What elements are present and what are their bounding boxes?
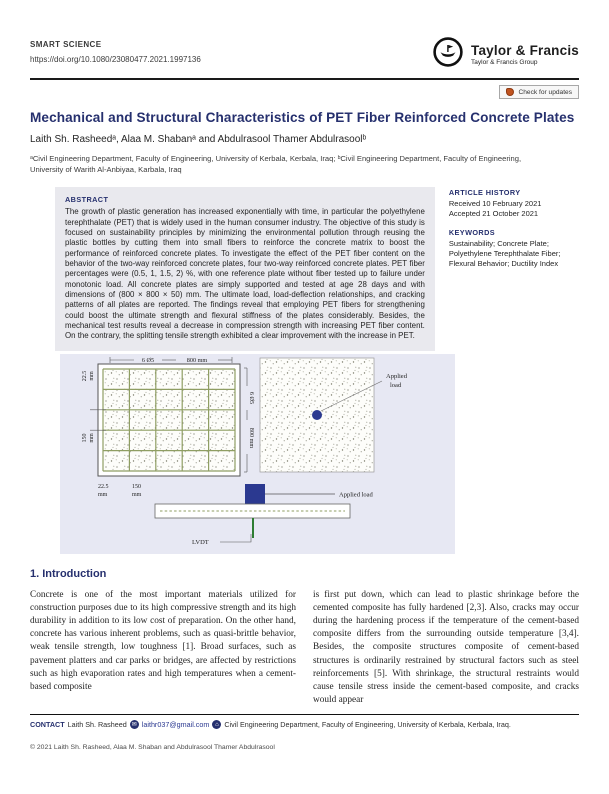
article-meta-sidebar bbox=[449, 187, 579, 350]
check-for-updates-label: Check for updates bbox=[518, 88, 572, 96]
email-icon: ✉ bbox=[131, 721, 137, 728]
header-rule bbox=[30, 78, 579, 80]
dim-bottom-offset: 22.5 bbox=[98, 483, 109, 490]
author-list: Laith Sh. Rasheedᵃ, Alaa M. Shabanᵃ and Abdulrasool Thamer Abdulrasoolᵇ bbox=[30, 134, 367, 145]
contact-address: Civil Engineering Department, Faculty of Engineering, University of Kerbala, Kerbala, Iraq. bbox=[224, 720, 511, 730]
applied-load-label-line2: load bbox=[390, 381, 402, 389]
article-history-heading: ARTICLE HISTORY bbox=[448, 188, 521, 198]
body-columns bbox=[30, 589, 579, 708]
keywords-list: Sustainability; Concrete Plate; Polyethylene Terephthalate Fiber; Flexural Behavior; Ductility Index bbox=[448, 239, 561, 268]
received-date: Received 10 February 2021 bbox=[448, 199, 542, 209]
dim-top-width: 800 mm bbox=[186, 356, 208, 364]
abstract-text: The growth of plastic generation has increased exponentially with time, in particular the polyethylene terephthalate (PET) that is widely used in the human consumer industry. The objective of this study is focused on sustainability principles by minimizing the environmental pollution through reusing the plastic bottles by cutting them into small fibers to reinforce the concrete matrix to boost the performance of reinforced concrete plates. To investigate the effect of the PET fiber content on the behavior of the two-way reinforced concrete plates, four two-way reinforced concrete plates. PET fiber percentages were (0.5, 1, 1.5, 2) %, with one reference plate without fiber tested up to failure under monotonic load. All concrete plates are simply supported and tested at age 28 days and with dimensions of (800 × 800 × 50) mm. The ultimate load, load-deflection relationships, and cracking patterns of all plates are reported. The findings reveal that employing PET fibers for strengthening could boost the ultimate strength and flexural stiffness of the plates considerably. Besides, the mechanical test results reveal a decrease in compression strength with increasing PET fiber content. On the contrary, the splitting tensile strength exhibited a clear improvement with the increase in PET. bbox=[65, 207, 425, 341]
taylor-francis-globe-icon bbox=[432, 36, 464, 73]
copyright-notice: © 2021 Laith Sh. Rasheed, Alaa M. Shaban and Abdulrasool Thamer Abdulrasool bbox=[30, 744, 275, 752]
abstract-box bbox=[55, 187, 435, 350]
intro-column-left: Concrete is one of the most important materials utilized for construction purposes due to its high compressive strength and its high durability in addition to its low cost of preparation. On the other hand, concrete has various inherent problems, such as quasi-brittle behavior, weak tensile strength, low toughness [1]. Broad surfaces, such as pavement platters and car parks or bridges, are affected by restrictions such as high evaporation rates and high temperatures when a cement-based composite bbox=[30, 589, 296, 693]
masthead bbox=[30, 40, 579, 73]
plan-view-plate bbox=[82, 357, 255, 498]
load-block bbox=[245, 484, 265, 504]
dim-left-offset-unit: mm bbox=[89, 371, 95, 381]
lvdt-label: LVDT bbox=[192, 538, 209, 546]
dim-bottom-offset-unit: mm bbox=[98, 491, 108, 498]
dim-left-spacing-unit: mm bbox=[89, 433, 95, 443]
load-position-plate bbox=[260, 358, 408, 472]
contact-line bbox=[30, 720, 579, 729]
dim-left-offset: 22.5 bbox=[82, 370, 88, 381]
cross-section-view bbox=[155, 484, 374, 546]
intro-column-right: is first put down, which can lead to plastic shrinkage before the cemented composite has fully hardened [2,3]. Also, cracks may occur during the hardening process if the temperature of the cement-based composite differs from the surrounding outside temperature [3,4]. Besides, the composite structures composite of cement-based structures is ordinarily restrained by structural factors such as steel reinforcements [5]. With shrinkage, the structural restraints would cause tensile stress inside the cement-based composite, and cracks would appear bbox=[313, 589, 579, 706]
contact-name: Laith Sh. Rasheed bbox=[67, 720, 127, 730]
dim-bottom-spacing: 150 bbox=[132, 483, 141, 490]
journal-info bbox=[30, 40, 201, 67]
applied-load-label-line1: Applied bbox=[386, 372, 407, 380]
keywords-heading: KEYWORDS bbox=[448, 228, 496, 238]
graphical-abstract-figure bbox=[60, 354, 455, 554]
dim-top-bars: 6 Ø5 bbox=[141, 356, 155, 364]
publisher-group: Taylor & Francis Group bbox=[471, 59, 538, 66]
institution-icon: ⌂ bbox=[212, 720, 221, 729]
page-title: Mechanical and Structural Characteristics of PET Fiber Reinforced Concrete Plates bbox=[30, 110, 575, 125]
contact-email-link[interactable]: laithr037@gmail.com bbox=[141, 720, 210, 730]
plate-test-diagram bbox=[60, 354, 455, 554]
publisher-logo-text bbox=[471, 43, 579, 66]
journal-name: SMART SCIENCE bbox=[30, 40, 102, 49]
contact-label: CONTACT bbox=[30, 720, 65, 730]
applied-load-point bbox=[312, 410, 322, 420]
check-for-updates-button[interactable] bbox=[499, 85, 579, 99]
doi-link[interactable]: https://doi.org/10.1080/23080477.2021.1997136 bbox=[30, 55, 201, 64]
applied-load-section-label: Applied load bbox=[339, 491, 373, 499]
dim-right-bars: 6 Ø5 bbox=[248, 391, 255, 404]
affiliations: ᵃCivil Engineering Department, Faculty of Engineering, University of Kerbala, Kerbala, Iraq; ᵇCivil Engineering Department, Faculty of Engineering, University of Warith Al-Anbiyaa, Karbala, Iraq bbox=[30, 154, 522, 174]
crossmark-icon bbox=[506, 88, 514, 96]
dim-left-spacing: 150 bbox=[82, 433, 88, 443]
section-heading-introduction: 1. Introduction bbox=[30, 567, 107, 580]
dim-bottom-spacing-unit: mm bbox=[132, 491, 142, 498]
abstract-heading: ABSTRACT bbox=[65, 195, 109, 205]
publisher-name: Taylor & Francis bbox=[471, 43, 579, 58]
footer-rule bbox=[30, 714, 579, 715]
accepted-date: Accepted 21 October 2021 bbox=[448, 209, 539, 219]
publisher-logo[interactable] bbox=[432, 36, 579, 73]
abstract-block bbox=[30, 187, 579, 350]
dim-right-height: 800 mm bbox=[248, 427, 255, 448]
